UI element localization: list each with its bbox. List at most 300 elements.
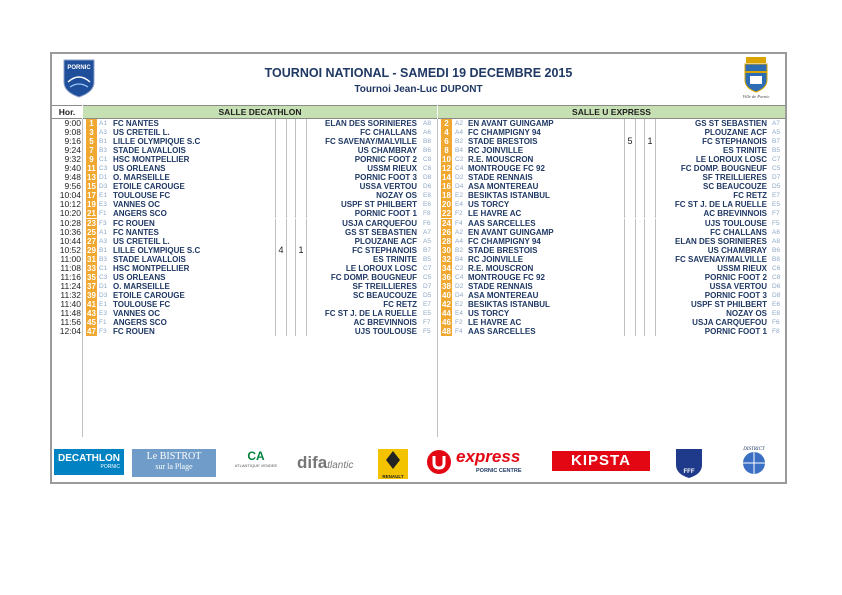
away-team: PORNIC FOOT 2 bbox=[354, 155, 417, 165]
home-team-code: C4 bbox=[455, 165, 464, 173]
match-number: 5 bbox=[86, 137, 97, 146]
time-slot: 11:08 bbox=[60, 262, 81, 273]
home-team: HSC MONTPELLIER bbox=[113, 155, 190, 165]
away-team-code: E6 bbox=[772, 300, 780, 308]
time-slot: 10:44 bbox=[59, 235, 81, 246]
home-team: O. MARSEILLE bbox=[113, 281, 170, 291]
home-score-box[interactable] bbox=[275, 228, 287, 237]
u-express-logo bbox=[426, 449, 538, 479]
away-team-code: F8 bbox=[772, 328, 780, 336]
time-slot: 11:32 bbox=[60, 289, 81, 300]
away-team: AC BREVINNOIS bbox=[703, 209, 767, 219]
home-team: FC CHAMPIGNY 94 bbox=[468, 236, 541, 246]
home-score-box[interactable] bbox=[624, 191, 636, 200]
home-score-box[interactable] bbox=[275, 219, 287, 228]
away-team-code: D7 bbox=[772, 174, 781, 182]
match-row bbox=[83, 327, 437, 336]
match-number: 22 bbox=[442, 209, 451, 219]
away-score-box[interactable] bbox=[295, 309, 307, 318]
away-team: SF TREILLIERES bbox=[352, 281, 417, 291]
home-score-box[interactable] bbox=[275, 300, 287, 309]
hall1-matches bbox=[83, 119, 437, 336]
away-team: US CHAMBRAY bbox=[707, 245, 767, 255]
time-slot: 10:12 bbox=[59, 199, 81, 210]
away-team-code: C5 bbox=[423, 273, 432, 281]
match-row bbox=[83, 237, 437, 246]
match-number: 46 bbox=[442, 318, 451, 328]
match-row bbox=[438, 128, 785, 137]
home-team: R.E. MOUSCRON bbox=[468, 155, 534, 165]
match-row bbox=[83, 282, 437, 291]
home-score-box[interactable] bbox=[275, 146, 287, 155]
home-score-box[interactable] bbox=[275, 119, 287, 128]
home-score-box[interactable] bbox=[624, 264, 636, 273]
away-score-box[interactable] bbox=[644, 282, 656, 291]
away-team: USSA VERTOU bbox=[359, 182, 417, 192]
away-score-box[interactable] bbox=[295, 318, 307, 327]
away-team: PORNIC FOOT 1 bbox=[704, 327, 767, 337]
match-row bbox=[83, 219, 437, 228]
match-number: 1 bbox=[86, 119, 97, 128]
away-score-box[interactable] bbox=[644, 209, 656, 218]
match-number: 35 bbox=[87, 272, 96, 282]
home-team: ETOILE CAROUGE bbox=[113, 290, 185, 300]
bistrot-logo-line1: Le BISTROT bbox=[146, 451, 202, 462]
sheet-header bbox=[52, 54, 785, 102]
home-team: LILLE OLYMPIQUE S.C bbox=[113, 137, 201, 147]
home-score-box[interactable] bbox=[624, 182, 636, 191]
away-team-code: D6 bbox=[423, 183, 432, 191]
away-score-box[interactable] bbox=[295, 146, 307, 155]
away-team-code: A5 bbox=[423, 237, 431, 245]
home-team-code: B2 bbox=[455, 138, 463, 146]
away-team-code: E7 bbox=[772, 192, 780, 200]
home-team-code: E2 bbox=[455, 192, 463, 200]
sponsor-bar bbox=[52, 445, 785, 481]
home-team-code: B1 bbox=[99, 138, 107, 146]
away-team-code: A6 bbox=[772, 228, 780, 236]
match-number: 16 bbox=[442, 182, 451, 192]
bistrot-logo bbox=[132, 449, 216, 477]
difatlantic-logo bbox=[297, 453, 369, 473]
away-score-box[interactable] bbox=[644, 291, 656, 300]
match-number: 47 bbox=[87, 327, 96, 337]
away-score-box[interactable] bbox=[644, 146, 656, 155]
time-slot: 10:36 bbox=[59, 226, 81, 237]
match-row bbox=[83, 209, 437, 218]
district-logo-text: DISTRICT bbox=[743, 447, 765, 452]
match-number: 10 bbox=[442, 155, 451, 165]
away-score-box[interactable] bbox=[295, 282, 307, 291]
match-row bbox=[438, 246, 785, 255]
away-score-box[interactable] bbox=[644, 300, 656, 309]
away-score-box[interactable] bbox=[295, 182, 307, 191]
match-row bbox=[438, 164, 785, 173]
time-slot: 9:24 bbox=[64, 145, 81, 156]
match-row bbox=[83, 155, 437, 164]
home-score-box[interactable] bbox=[275, 264, 287, 273]
home-team-code: A1 bbox=[99, 228, 107, 236]
away-score-box[interactable] bbox=[295, 191, 307, 200]
home-team-code: C1 bbox=[99, 156, 108, 164]
match-row bbox=[438, 137, 785, 146]
away-team-code: F5 bbox=[772, 219, 780, 227]
match-row bbox=[438, 228, 785, 237]
away-score-box[interactable] bbox=[644, 182, 656, 191]
home-score-box[interactable] bbox=[275, 291, 287, 300]
away-score-box[interactable] bbox=[644, 119, 656, 128]
away-team: LE LOROUX LOSC bbox=[345, 263, 417, 273]
match-number: 38 bbox=[442, 281, 451, 291]
match-row bbox=[438, 191, 785, 200]
match-row bbox=[83, 318, 437, 327]
match-number: 32 bbox=[442, 254, 451, 264]
away-team: PORNIC FOOT 3 bbox=[704, 290, 767, 300]
time-slot: 11:56 bbox=[60, 317, 81, 328]
match-number: 4 bbox=[441, 128, 452, 137]
away-score-box[interactable] bbox=[295, 264, 307, 273]
away-score-box[interactable] bbox=[644, 327, 656, 336]
away-team: SF TREILLIERES bbox=[702, 173, 767, 183]
away-team: FC DOMP. BOUGNEUF bbox=[680, 164, 767, 174]
away-score-box[interactable] bbox=[644, 155, 656, 164]
home-team-code: E3 bbox=[99, 309, 107, 317]
away-score-box[interactable] bbox=[644, 228, 656, 237]
hall2-matches bbox=[438, 119, 785, 336]
home-team: MONTROUGE FC 92 bbox=[468, 272, 545, 282]
home-score-box[interactable] bbox=[624, 327, 636, 336]
home-score-box[interactable] bbox=[624, 318, 636, 327]
home-team: US ORLEANS bbox=[113, 164, 166, 174]
home-team: FC NANTES bbox=[113, 119, 159, 128]
match-number: 14 bbox=[442, 173, 451, 183]
hall2-header: SALLE U EXPRESS bbox=[438, 105, 785, 119]
away-team: ELAN DES SORINIERES bbox=[324, 119, 417, 128]
match-row bbox=[83, 273, 437, 282]
home-score-box[interactable] bbox=[624, 119, 636, 128]
away-team: FC RETZ bbox=[733, 191, 767, 201]
away-team: FC RETZ bbox=[383, 299, 417, 309]
home-team: US CRETEIL L. bbox=[113, 128, 170, 138]
away-team-code: F7 bbox=[423, 319, 431, 327]
away-team-code: B5 bbox=[772, 147, 780, 155]
home-team: O. MARSEILLE bbox=[113, 173, 170, 183]
home-team: RC JOINVILLE bbox=[468, 254, 524, 264]
away-score-box[interactable] bbox=[295, 119, 307, 128]
away-score-box[interactable] bbox=[644, 318, 656, 327]
match-number: 48 bbox=[442, 327, 451, 337]
away-score-box[interactable]: 1 bbox=[644, 137, 656, 146]
away-team: ELAN DES SORINIERES bbox=[674, 236, 767, 246]
home-team-code: A4 bbox=[455, 129, 463, 137]
away-team: AC BREVINNOIS bbox=[353, 318, 417, 328]
time-slot: 9:40 bbox=[64, 163, 81, 174]
home-score-box[interactable]: 5 bbox=[624, 137, 636, 146]
away-team-code: A7 bbox=[772, 120, 780, 127]
district-globe-icon bbox=[726, 445, 782, 477]
away-team: PORNIC FOOT 2 bbox=[704, 272, 767, 282]
home-score-box[interactable] bbox=[275, 318, 287, 327]
away-team-code: B6 bbox=[772, 246, 780, 254]
home-score-box[interactable] bbox=[275, 137, 287, 146]
home-team-code: A2 bbox=[455, 228, 463, 236]
away-team-code: D8 bbox=[423, 174, 432, 182]
away-score-box[interactable] bbox=[644, 237, 656, 246]
difa-sub-text: tlantic bbox=[327, 460, 354, 471]
match-row bbox=[438, 119, 785, 128]
match-row bbox=[438, 182, 785, 191]
away-score-box[interactable] bbox=[295, 255, 307, 264]
away-team-code: E7 bbox=[423, 300, 431, 308]
away-team: USSM RIEUX bbox=[367, 164, 417, 174]
match-row bbox=[83, 246, 437, 255]
match-row bbox=[83, 128, 437, 137]
match-number: 33 bbox=[87, 263, 96, 273]
home-team-code: D3 bbox=[99, 291, 108, 299]
match-number: 40 bbox=[442, 290, 451, 300]
match-row bbox=[438, 173, 785, 182]
away-team-code: D6 bbox=[772, 282, 781, 290]
away-score-box[interactable] bbox=[295, 228, 307, 237]
away-score-box[interactable] bbox=[295, 164, 307, 173]
home-score-box[interactable] bbox=[624, 155, 636, 164]
away-score-box[interactable] bbox=[295, 155, 307, 164]
home-score-box[interactable] bbox=[275, 327, 287, 336]
home-team-code: E3 bbox=[99, 201, 107, 209]
home-team-code: D1 bbox=[99, 174, 108, 182]
home-team-code: B3 bbox=[99, 255, 107, 263]
match-number: 25 bbox=[87, 227, 96, 237]
home-team: STADE RENNAIS bbox=[468, 173, 533, 183]
away-score-box[interactable] bbox=[644, 200, 656, 209]
match-number: 15 bbox=[87, 182, 96, 192]
away-team: GS ST SEBASTIEN bbox=[344, 227, 417, 237]
home-score-box[interactable] bbox=[624, 309, 636, 318]
home-score-box[interactable] bbox=[624, 246, 636, 255]
home-team: LE HAVRE AC bbox=[468, 209, 522, 219]
fff-logo bbox=[674, 447, 704, 479]
away-score-box[interactable]: 1 bbox=[295, 246, 307, 255]
home-team-code: E2 bbox=[455, 300, 463, 308]
match-number: 8 bbox=[441, 146, 452, 155]
home-score-box[interactable] bbox=[275, 155, 287, 164]
away-score-box[interactable] bbox=[644, 246, 656, 255]
home-score-box[interactable] bbox=[624, 146, 636, 155]
fff-crest-icon bbox=[674, 447, 704, 479]
home-score-box[interactable] bbox=[624, 237, 636, 246]
away-score-box[interactable] bbox=[644, 273, 656, 282]
home-team: STADE LAVALLOIS bbox=[113, 146, 186, 156]
home-score-box[interactable] bbox=[624, 209, 636, 218]
match-row bbox=[83, 137, 437, 146]
home-score-box[interactable] bbox=[275, 255, 287, 264]
away-team-code: E5 bbox=[423, 309, 431, 317]
away-score-box[interactable] bbox=[295, 128, 307, 137]
time-slot: 11:40 bbox=[60, 298, 81, 309]
home-team-code: F2 bbox=[455, 319, 463, 327]
home-score-box[interactable] bbox=[275, 273, 287, 282]
match-number: 17 bbox=[87, 191, 96, 201]
away-team: USSM RIEUX bbox=[717, 263, 767, 273]
home-score-box[interactable] bbox=[275, 309, 287, 318]
match-row bbox=[83, 264, 437, 273]
away-team: US CHAMBRAY bbox=[357, 146, 417, 156]
match-row bbox=[438, 273, 785, 282]
away-score-box[interactable] bbox=[295, 137, 307, 146]
home-team: EN AVANT GUINGAMP bbox=[468, 119, 554, 128]
renault-diamond-icon bbox=[386, 451, 400, 469]
away-score-box[interactable] bbox=[295, 291, 307, 300]
home-team: BESIKTAS ISTANBUL bbox=[468, 299, 550, 309]
time-slot: 9:16 bbox=[64, 136, 81, 147]
time-slot: 12:04 bbox=[59, 326, 81, 337]
home-team: VANNES OC bbox=[113, 200, 160, 210]
away-team: LE LOROUX LOSC bbox=[695, 155, 767, 165]
home-team-code: B3 bbox=[99, 147, 107, 155]
match-row bbox=[438, 200, 785, 209]
away-score-box[interactable] bbox=[295, 173, 307, 182]
away-team-code: E6 bbox=[423, 201, 431, 209]
match-row bbox=[83, 146, 437, 155]
match-number: 31 bbox=[87, 254, 96, 264]
match-row bbox=[83, 173, 437, 182]
u-logo-icon bbox=[426, 449, 452, 475]
away-team: ES TRINITE bbox=[372, 254, 417, 264]
away-score-box[interactable] bbox=[644, 255, 656, 264]
away-team: USSA VERTOU bbox=[709, 281, 767, 291]
home-score-box[interactable] bbox=[624, 291, 636, 300]
home-score-box[interactable] bbox=[275, 182, 287, 191]
home-score-box[interactable] bbox=[624, 300, 636, 309]
match-number: 24 bbox=[442, 218, 451, 228]
home-team-code: F4 bbox=[455, 328, 463, 336]
home-team-code: B4 bbox=[455, 255, 463, 263]
home-score-box[interactable] bbox=[275, 191, 287, 200]
home-team: AAS SARCELLES bbox=[468, 218, 536, 228]
home-score-box[interactable] bbox=[275, 209, 287, 218]
home-score-box[interactable] bbox=[624, 282, 636, 291]
match-row bbox=[83, 291, 437, 300]
home-team-code: F3 bbox=[99, 328, 107, 336]
away-score-box[interactable] bbox=[295, 327, 307, 336]
away-score-box[interactable] bbox=[644, 164, 656, 173]
away-score-box[interactable] bbox=[644, 264, 656, 273]
home-team: HSC MONTPELLIER bbox=[113, 263, 190, 273]
away-score-box[interactable] bbox=[295, 209, 307, 218]
match-number: 21 bbox=[87, 209, 96, 219]
away-score-box[interactable] bbox=[644, 309, 656, 318]
home-score-box[interactable] bbox=[275, 164, 287, 173]
away-score-box[interactable] bbox=[644, 191, 656, 200]
home-team: ETOILE CAROUGE bbox=[113, 182, 185, 192]
away-team: ES TRINITE bbox=[722, 146, 767, 156]
match-number: 3 bbox=[86, 128, 97, 137]
u-express-text: express bbox=[456, 447, 521, 466]
time-slot: 11:00 bbox=[60, 253, 81, 264]
home-score-box[interactable] bbox=[624, 219, 636, 228]
away-team-code: C6 bbox=[423, 165, 432, 173]
away-team: FC CHALLANS bbox=[360, 128, 417, 138]
home-team: MONTROUGE FC 92 bbox=[468, 164, 545, 174]
match-row bbox=[83, 119, 437, 128]
away-score-box[interactable] bbox=[295, 300, 307, 309]
home-score-box[interactable] bbox=[624, 273, 636, 282]
match-number: 2 bbox=[441, 119, 452, 128]
away-team-code: B7 bbox=[772, 138, 780, 146]
away-score-box[interactable] bbox=[644, 173, 656, 182]
home-team-code: A3 bbox=[99, 129, 107, 137]
away-team-code: D5 bbox=[772, 183, 781, 191]
away-team: FC STEPHANOIS bbox=[352, 245, 417, 255]
home-team-code: A3 bbox=[99, 237, 107, 245]
home-score-box[interactable] bbox=[275, 200, 287, 209]
fff-logo-text: FFF bbox=[683, 469, 695, 475]
away-score-box[interactable] bbox=[295, 273, 307, 282]
home-team: TOULOUSE FC bbox=[113, 299, 171, 309]
away-score-box[interactable] bbox=[295, 219, 307, 228]
away-team-code: B8 bbox=[423, 138, 431, 146]
home-team-code: B1 bbox=[99, 246, 107, 254]
match-number: 13 bbox=[87, 173, 96, 183]
home-score-box[interactable] bbox=[624, 228, 636, 237]
match-number: 9 bbox=[86, 155, 97, 164]
match-row bbox=[438, 309, 785, 318]
away-team: FC DOMP. BOUGNEUF bbox=[330, 272, 417, 282]
away-team: USJA CARQUEFOU bbox=[342, 218, 417, 228]
home-team: STADE RENNAIS bbox=[468, 281, 533, 291]
home-team: STADE BRESTOIS bbox=[468, 137, 538, 147]
match-number: 23 bbox=[87, 218, 96, 228]
match-row bbox=[438, 209, 785, 218]
time-slot: 9:48 bbox=[64, 172, 81, 183]
away-score-box[interactable] bbox=[295, 200, 307, 209]
home-team-code: C3 bbox=[99, 273, 108, 281]
home-score-box[interactable]: 4 bbox=[275, 246, 287, 255]
time-slot: 10:52 bbox=[59, 244, 81, 255]
home-team-code: E4 bbox=[455, 309, 463, 317]
home-team-code: E1 bbox=[99, 192, 107, 200]
away-team: USJA CARQUEFOU bbox=[692, 318, 767, 328]
home-score-box[interactable] bbox=[624, 200, 636, 209]
home-score-box[interactable] bbox=[275, 173, 287, 182]
away-team-code: B7 bbox=[423, 246, 431, 254]
home-score-box[interactable] bbox=[624, 255, 636, 264]
home-score-box[interactable] bbox=[624, 173, 636, 182]
kipsta-logo: KIPSTA bbox=[552, 451, 650, 471]
time-slot: 10:04 bbox=[59, 190, 81, 201]
time-slot: 9:08 bbox=[64, 127, 81, 138]
away-team-code: B5 bbox=[423, 255, 431, 263]
away-team-code: E8 bbox=[772, 309, 780, 317]
home-score-box[interactable] bbox=[624, 164, 636, 173]
away-team: SC BEAUCOUZE bbox=[352, 290, 417, 300]
away-team: NOZAY OS bbox=[726, 308, 767, 318]
time-slot: 9:32 bbox=[64, 154, 81, 165]
away-score-box[interactable] bbox=[644, 219, 656, 228]
time-column-header: Hor. bbox=[52, 105, 82, 119]
match-row bbox=[438, 291, 785, 300]
match-number: 41 bbox=[87, 299, 96, 309]
away-team-code: B8 bbox=[772, 255, 780, 263]
home-team: ANGERS SCO bbox=[113, 209, 167, 219]
time-slot: 9:56 bbox=[64, 181, 81, 192]
match-number: 20 bbox=[442, 200, 451, 210]
match-number: 28 bbox=[442, 236, 451, 246]
home-team: LILLE OLYMPIQUE S.C bbox=[113, 245, 201, 255]
home-score-box[interactable] bbox=[275, 128, 287, 137]
home-score-box[interactable] bbox=[275, 282, 287, 291]
home-team: US CRETEIL L. bbox=[113, 236, 170, 246]
